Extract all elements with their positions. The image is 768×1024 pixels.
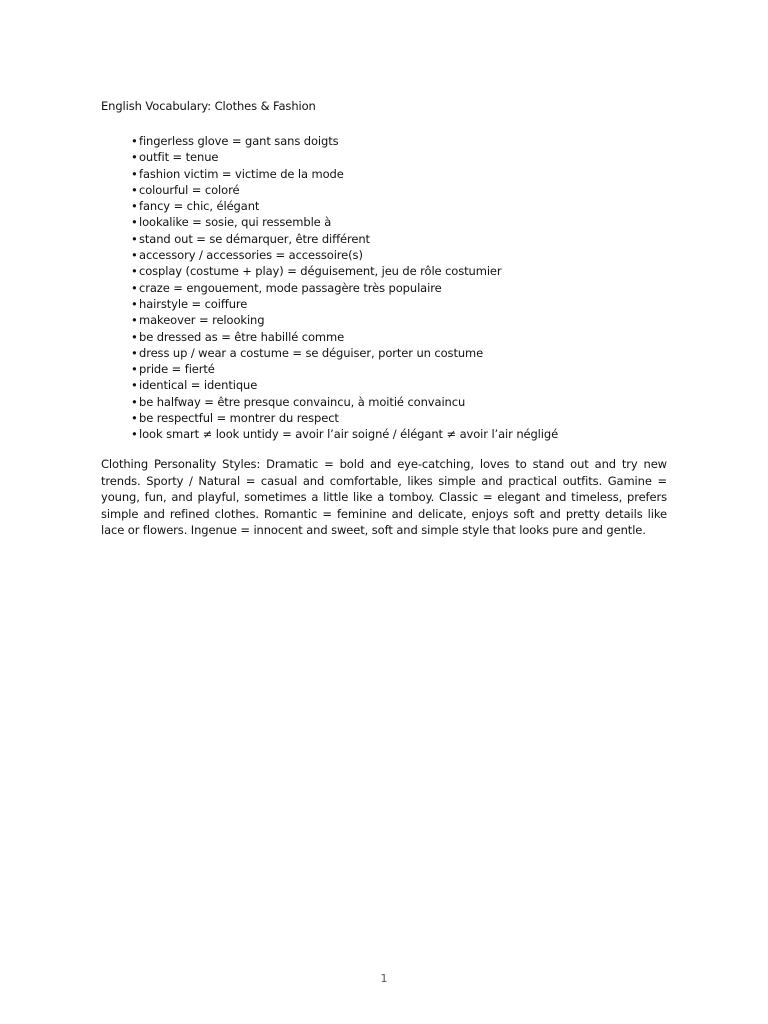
bullet-icon: • [131, 378, 138, 393]
bullet-icon: • [131, 313, 138, 328]
vocabulary-item-text: pride = fierté [139, 362, 215, 377]
vocabulary-list [131, 133, 558, 443]
bullet-icon: • [131, 411, 138, 426]
vocabulary-item [131, 198, 558, 214]
vocabulary-item [131, 361, 558, 377]
vocabulary-item-text: stand out = se démarquer, être différent [139, 231, 370, 246]
vocabulary-item-text: craze = engouement, mode passagère très populaire [139, 280, 442, 295]
vocabulary-item [131, 329, 558, 345]
vocabulary-item-text: dress up / wear a costume = se déguiser, porter un costume [139, 345, 484, 360]
vocabulary-item-text: fingerless glove = gant sans doigts [139, 134, 339, 148]
bullet-icon: • [131, 296, 138, 311]
vocabulary-item-text: accessory / accessories = accessoire(s) [139, 248, 363, 263]
vocabulary-item-text: outfit = tenue [139, 150, 219, 165]
bullet-icon: • [131, 427, 138, 442]
vocabulary-item-text: be dressed as = être habillé comme [139, 329, 345, 344]
bullet-icon: • [131, 264, 138, 279]
bullet-icon: • [131, 280, 138, 295]
vocabulary-item-text: be halfway = être presque convaincu, à moitié convaincu [139, 394, 466, 409]
bullet-icon: • [131, 248, 138, 263]
bullet-icon: • [131, 182, 138, 197]
vocabulary-item [131, 231, 558, 247]
vocabulary-item-text: lookalike = sosie, qui ressemble à [139, 215, 332, 230]
bullet-icon: • [131, 394, 138, 409]
vocabulary-item [131, 247, 558, 263]
vocabulary-item-text: fashion victim = victime de la mode [139, 166, 344, 181]
bullet-icon: • [131, 166, 138, 181]
vocabulary-item [131, 312, 558, 328]
vocabulary-item [131, 280, 558, 296]
vocabulary-item-text: colourful = coloré [139, 182, 240, 197]
bullet-icon: • [131, 362, 138, 377]
vocabulary-item [131, 263, 558, 279]
bullet-icon: • [131, 345, 138, 360]
vocabulary-item [131, 426, 558, 442]
vocabulary-item [131, 166, 558, 182]
page-number: 1 [380, 972, 388, 985]
vocabulary-item [131, 214, 558, 230]
vocabulary-item [131, 296, 558, 312]
vocabulary-item [131, 133, 558, 149]
vocabulary-item-text: hairstyle = coiffure [139, 296, 248, 311]
page-title: English Vocabulary: Clothes & Fashion [101, 99, 316, 113]
vocabulary-item-text: makeover = relooking [139, 313, 265, 328]
vocabulary-item [131, 410, 558, 426]
personality-styles-paragraph: Clothing Personality Styles: Dramatic = bold and eye-catching, loves to stand out and try new trends. Sporty / Natural = casual and comfortable, likes simple and practical outfits. Gamine = young, fun, and playful, sometimes a little like a tomboy. Classic = elegant and timeless, prefers simple and refined clothes. Romantic = feminine and delicate, enjoys soft and pretty details like lace or flowers. Ingenue = innocent and sweet, soft and simple style that looks pure and gentle. [101, 457, 667, 537]
vocabulary-item [131, 149, 558, 165]
vocabulary-item-text: be respectful = montrer du respect [139, 411, 339, 426]
bullet-icon: • [131, 215, 138, 230]
bullet-icon: • [131, 150, 138, 165]
vocabulary-item [131, 394, 558, 410]
vocabulary-item [131, 377, 558, 393]
bullet-icon: • [131, 199, 138, 214]
vocabulary-item-text: cosplay (costume + play) = déguisement, jeu de rôle costumier [139, 264, 502, 279]
vocabulary-item-text: identical = identique [139, 378, 258, 393]
vocabulary-item [131, 345, 558, 361]
bullet-icon: • [131, 134, 138, 148]
vocabulary-item [131, 182, 558, 198]
bullet-icon: • [131, 231, 138, 246]
vocabulary-item-text: look smart ≠ look untidy = avoir l’air soigné / élégant ≠ avoir l’air négligé [139, 427, 559, 442]
vocabulary-item-text: fancy = chic, élégant [139, 199, 260, 214]
bullet-icon: • [131, 329, 138, 344]
